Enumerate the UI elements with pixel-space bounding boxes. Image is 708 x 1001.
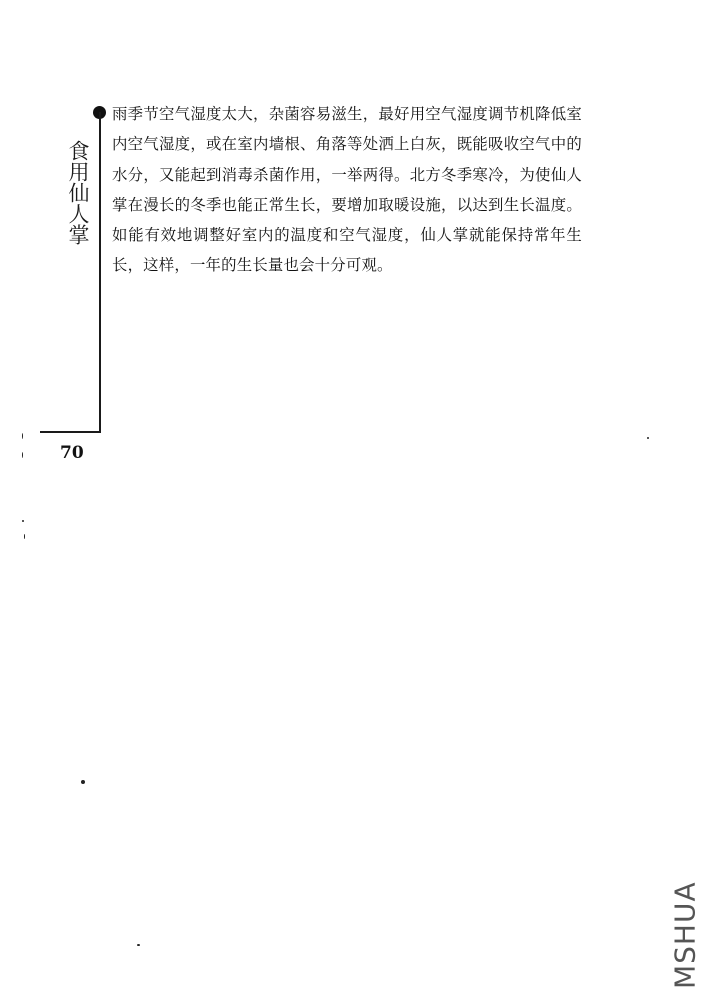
scan-speck [647, 437, 649, 439]
scan-speck [24, 534, 25, 539]
watermark: MSHUA [668, 881, 702, 989]
margin-horizontal-rule [40, 431, 101, 433]
scan-speck [22, 452, 23, 458]
scan-speck [137, 944, 140, 946]
running-title: 食用仙人掌 [66, 140, 90, 245]
scan-speck [81, 780, 85, 784]
scan-speck [22, 433, 23, 439]
page-number: 70 [60, 443, 84, 463]
margin-vertical-rule [99, 112, 101, 432]
scan-speck [22, 520, 24, 522]
body-paragraph: 雨季节空气湿度太大，杂菌容易滋生，最好用空气湿度调节机降低室内空气湿度，或在室内墙根、角落等处洒上白灰，既能吸收空气中的水分，又能起到消毒杀菌作用，一举两得。北方冬季寒冷，为使仙人掌在漫长的冬季也能正常生长，要增加取暖设施，以达到生长温度。如能有效地调整好室内的温度和空气湿度，仙人掌就能保持常年生长，这样，一年的生长量也会十分可观。 [112, 105, 582, 275]
